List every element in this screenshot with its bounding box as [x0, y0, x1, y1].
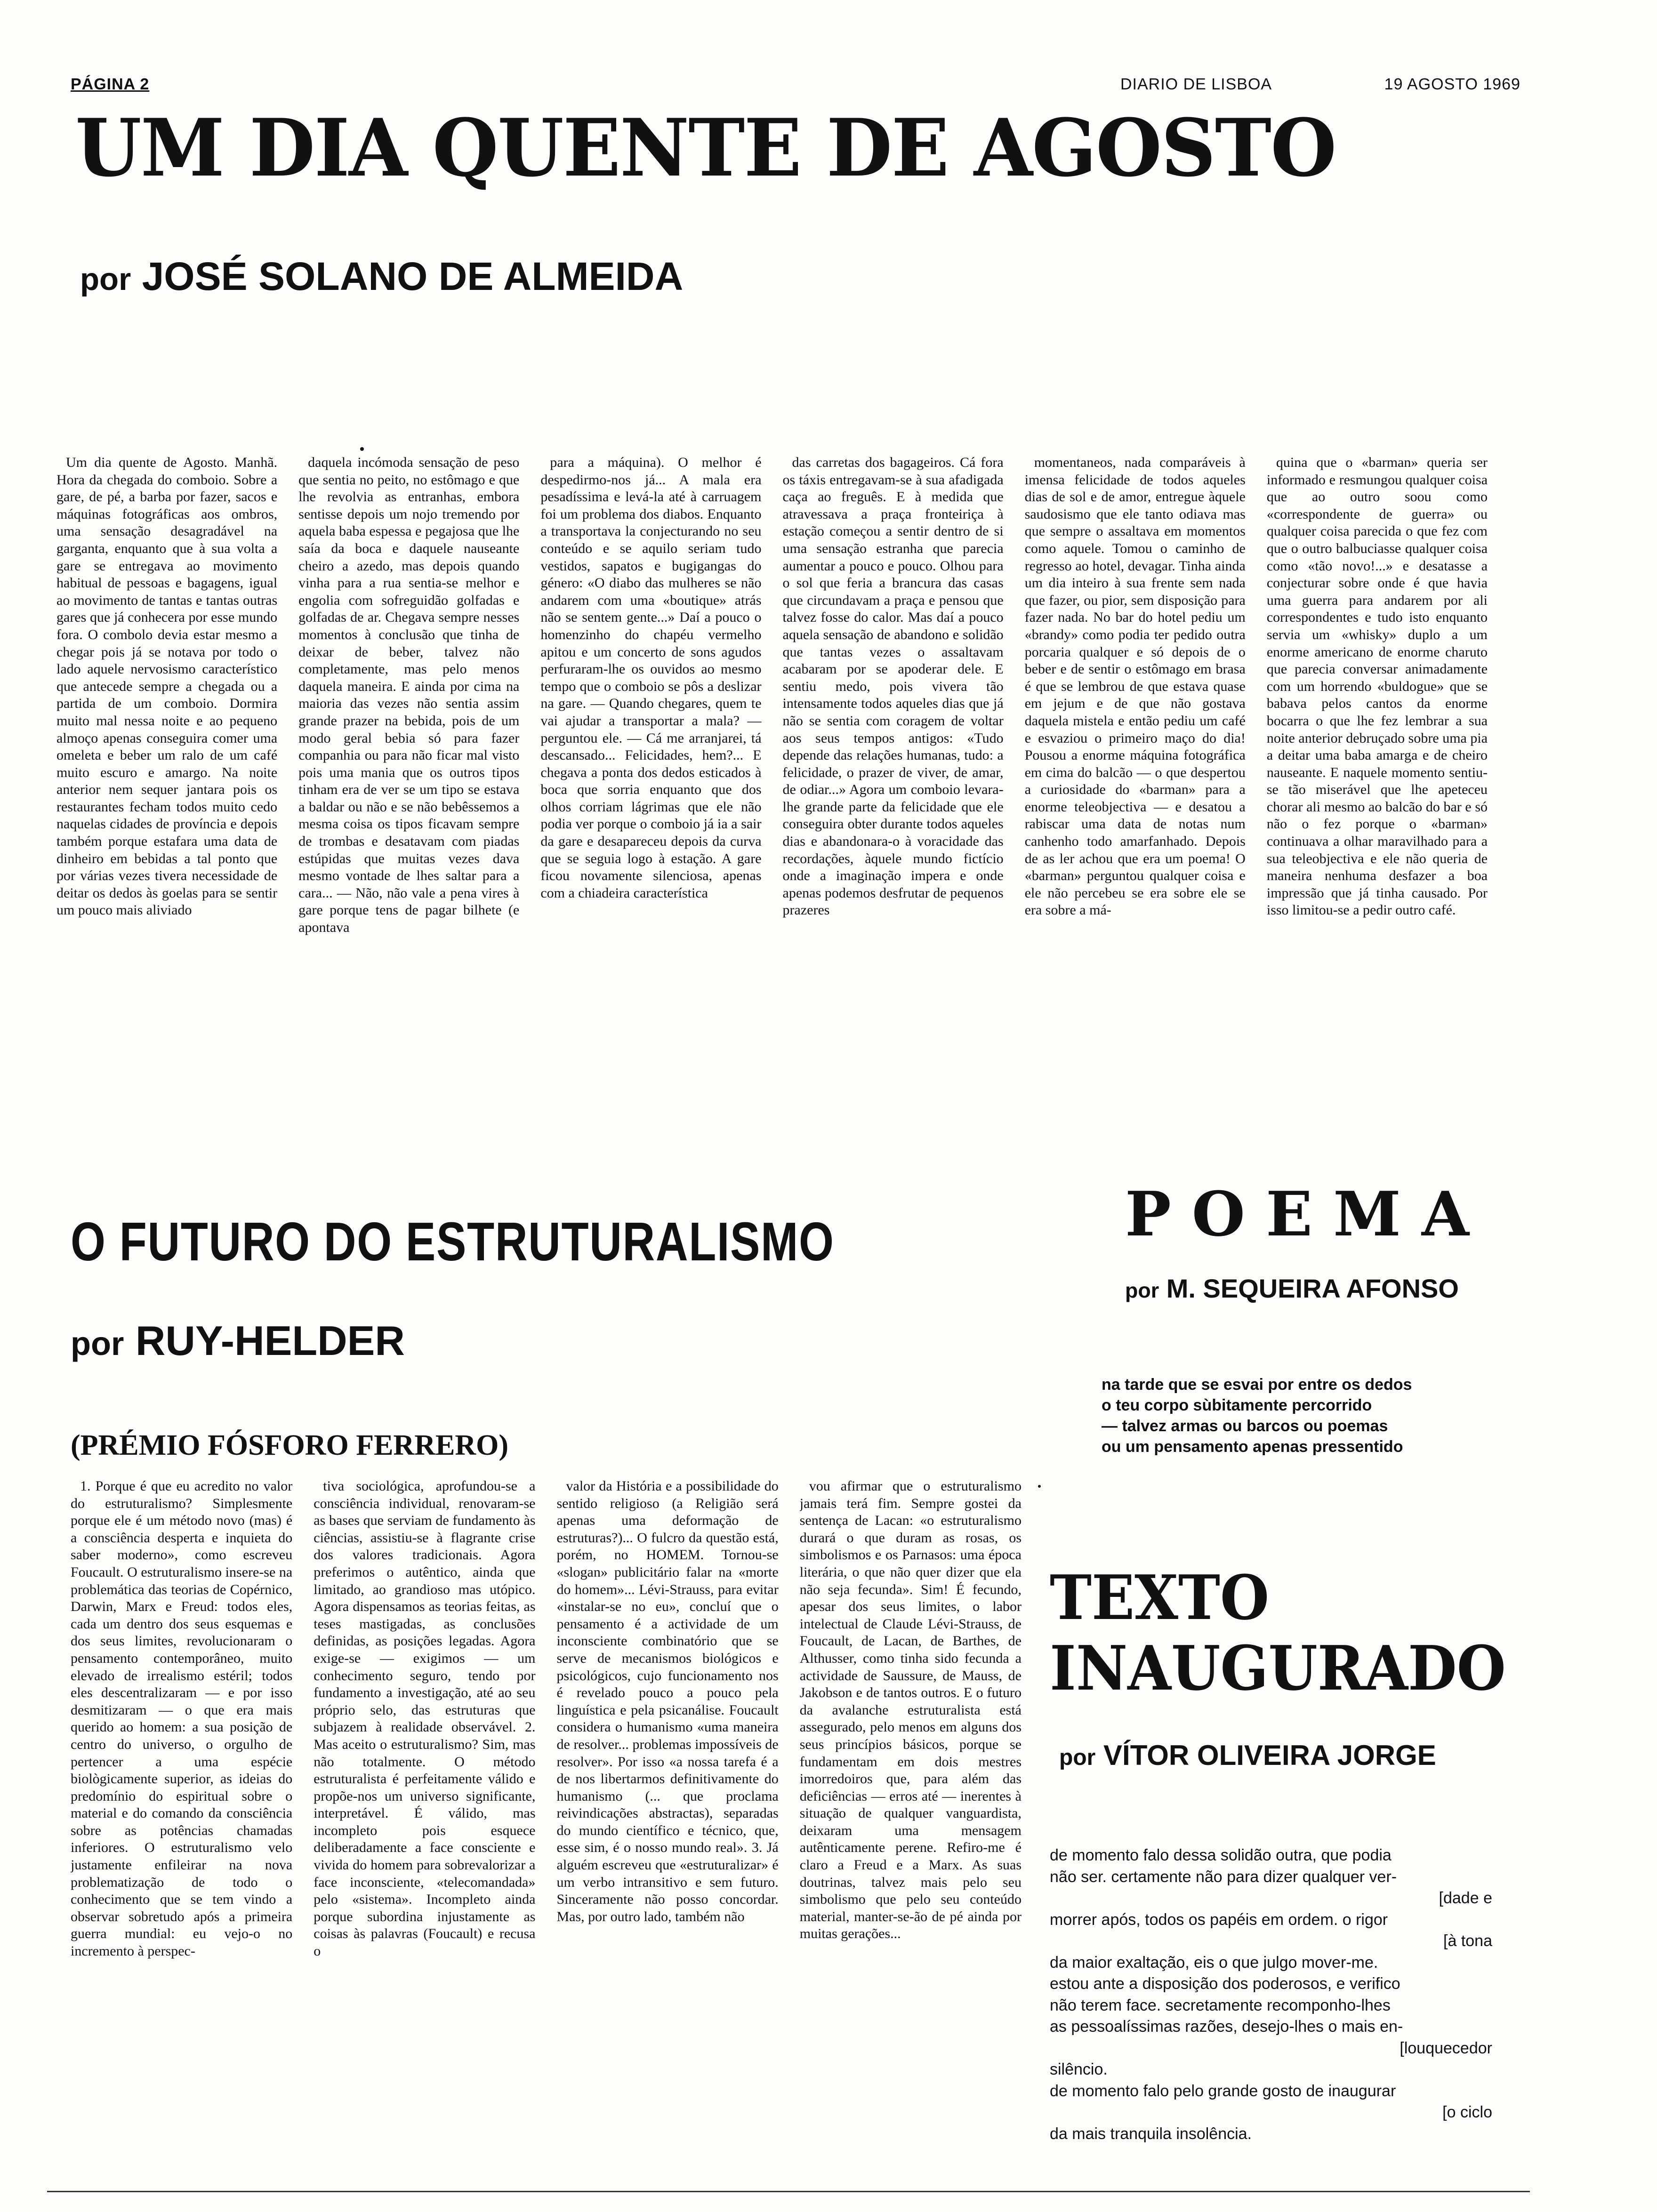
texto-title-line: TEXTO — [1050, 1562, 1270, 1634]
article-1-author: JOSÉ SOLANO DE ALMEIDA — [142, 254, 684, 298]
texto-line: de momento falo dessa solidão outra, que podia — [1050, 1846, 1392, 1864]
paragraph: daquela incómoda sensação de peso que sentia no peito, no estômago e que lhe revolvia as entranhas, embora sentisse depois um nojo tremendo por aquela baba espessa e pegajosa que lhe saía da boca e daquele nauseante cheiro a azedo, mas depois quando vinha para a rua sentia-se melhor e engolia com sofreguidão golfadas e golfadas de ar. Chegava sempre nesses momentos à conclusão que tinha de deixar de beber, talvez não completamente, mas pelo menos daquela maneira. E ainda por cima na maioria das vezes não sentia assim grande prazer na bebida, pois de um modo geral bebia só para fazer companhia ou para não ficar mal visto pois uma mania que os outros tipos tinham era de ver se um tipo se estava a baldar ou não e se não bebêssemos a mesma coisa os tipos ficavam sempre de trombas e desatavam com piadas estúpidas que muitas vezes dava mesmo vontade de lhes saltar para a cara... — Não, não vale a pena vires à gare porque tens de pagar bilhete (e apontava — [298, 455, 520, 936]
texto-title — [1050, 1563, 1506, 1704]
article-2-title: O FUTURO DO ESTRUTURALISMO — [71, 1211, 835, 1272]
texto-line: estou ante a disposição dos poderosos, e verifico — [1050, 1975, 1400, 1993]
article-1-column — [1267, 454, 1488, 1259]
article-2-column — [557, 1478, 779, 2179]
texto-line: da mais tranquila insolência. — [1050, 2124, 1252, 2143]
byline-prefix: por — [71, 1325, 124, 1362]
poem-line: — talvez armas ou barcos ou poemas — [1102, 1417, 1388, 1435]
texto-line: as pessoalíssimas razões, desejo-lhes o mais en- — [1050, 2018, 1403, 2036]
page-number: PÁGINA 2 — [71, 75, 150, 93]
paragraph: quina que o «barman» queria ser informado e resmungou qualquer coisa que ao outro soou como «correspondente de guerra» ou qualquer coisa parecida o que fez com que o outro balbuciasse qualquer coisa como «tão novo!...» e desatasse a conjecturar sobre onde é que havia uma guerra para andarem por ali correspondentes e tudo isto enquanto servia um «whisky» duplo a um enorme americano de enorme charuto que parecia conversar animadamente com um horrendo «buldogue» que se babava pelos cantos da enorme bocarra o que lhe fez lembrar a sua noite anterior debruçado sobre uma pia a deitar uma baba amarga e de cheiro nauseante. E naquele momento sentiu-se tão miserável que lhe apeteceu chorar ali mesmo ao balcão do bar e só não o fez porque o «barman» continuava a olhar maravilhado para a sua teleobjectiva e ele não queria de maneira nenhuma desfazer a boa impressão que já tinha causado. Por isso limitou-se a pedir outro café. — [1266, 455, 1488, 918]
article-1-column — [540, 454, 761, 1259]
article-2-subtitle: (PRÉMIO FÓSFORO FERRERO) — [71, 1429, 508, 1461]
bottom-rule — [47, 2191, 1530, 2192]
article-1-column — [783, 454, 1004, 1259]
issue-date: 19 AGOSTO 1969 — [1384, 75, 1520, 93]
texto-author: VÍTOR OLIVEIRA JORGE — [1103, 1739, 1436, 1771]
article-2-column — [314, 1478, 535, 2179]
paragraph: para a máquina). O melhor é despedirmo-nos já... A mala era pesadíssima e levá-la até à carruagem foi um problema dos diabos. Enquanto a transportava la conjecturando no seu conteúdo e se aquilo seriam tudo vestidos, sapatos e bugigangas do género: «O diabo das mulheres se não andarem com uma «boutique» atrás não se sentem gente...» Daí a pouco o homenzinho do chapéu vermelho apitou e um concerto de sons agudos perfuraram-lhe os ouvidos ao mesmo tempo que o comboio se pôs a deslizar na gare. — Quando chegares, quem te vai ajudar a transportar a mala? — perguntou ele. — Cá me arranjarei, tá descansado... Felicidades, hem?... E chegava a ponta dos dedos esticados à boca que sorria enquanto que dos olhos corriam lágrimas que ele não podia ver porque o comboio já ia a sair da gare e desapareceu depois da curva que se seguia logo à estação. A gare ficou novamente silenciosa, apenas com a chiadeira característica — [540, 455, 762, 901]
poem-author: M. SEQUEIRA AFONSO — [1166, 1274, 1459, 1303]
article-2-column — [800, 1478, 1022, 2179]
paragraph: das carretas dos bagageiros. Cá fora os táxis entregavam-se à sua afadigada caça ao freguês. E à medida que atravessava a praça fronteiriça à estação começou a sentir dentro de si uma sensação estranha que parecia aumentar a pouco e pouco. Olhou para o sol que feria a brancura das casas que circundavam a praça e pensou que talvez fosse do calor. Mas daí a pouco aquela sensação de abandono e solidão que tantas vezes o assaltavam acabaram por se apoderar dele. E sentiu medo, pois vivera tão intensamente todos aqueles dias que já não se sentia com coragem de voltar aos seus tempos antigos: «Tudo depende das relações humanas, tudo: a felicidade, o prazer de viver, de amar, de odiar...» Agora um comboio levara-lhe grande parte da felicidade que ele conseguira obter durante todos aqueles dias e abandonara-o à voracidade das recordações, àquele mundo fictício onde a imaginação impera e onde apenas podemos desfrutar de pequenos prazeres — [782, 455, 1004, 918]
paragraph: valor da História e a possibilidade do sentido religioso (a Religião será apenas uma deformação de estruturas?)... O fulcro da questão está, porém, no HOMEM. Tornou-se «slogan» publicitário falar na «morte do homem»... Lévi-Strauss, para evitar «instalar-se no eu», concluí que o pensamento é a actividade de um inconsciente combinatório que se serve de mecanismos biológicos e psicológicos, cujo funcionamento nos é revelado pouco a pouco pela linguística e pela psicanálise. Foucault considera o humanismo «uma maneira de resolver... problemas impossíveis de resolver». Por isso «a nossa tarefa é a de nos libertarmos definitivamente do humanismo (... que proclama reivindicações abstractas), separadas do mundo científico e técnico, que, esse sim, é o nosso mundo real». 3. Já alguém escreveu que «estruturalizar» é um verbo intransitivo e sem futuro. Sinceramente não posso concordar. Mas, por outro lado, também não — [556, 1478, 779, 1924]
texto-line: da maior exaltação, eis o que julgo mover-me. — [1050, 1953, 1378, 1972]
texto-line: [dade e — [1439, 1889, 1492, 1907]
texto-byline — [1059, 1741, 1436, 1770]
article-2-body — [71, 1478, 1022, 2179]
ornament-dot — [360, 447, 364, 451]
texto-line: não ser. certamente não para dizer qualquer ver- — [1050, 1867, 1397, 1886]
paragraph: vou afirmar que o estruturalismo jamais terá fim. Sempre gostei da sentença de Lacan: «o estruturalismo durará o que duram as rosas, os simbolismos e os Parnasos: uma época literária, o que não quer dizer que ela não seja fecunda». Sim! É fecundo, apesar dos seus limites, o labor intelectual de Claude Lévi-Strauss, de Foucault, de Lacan, de Barthes, de Althusser, como tinha sido fecunda a actividade de Saussure, de Mauss, de Jakobson e de tantos outros. E o futuro da avalanche estruturalista está assegurado, pelo menos em alguns dos seus princípios básicos, porque se fundamentam em dois mestres imorredoiros que, para além das deficiências — erros até — inerentes à situação de qualquer vanguardista, deixaram uma mensagem autênticamente perene. Refiro-me é claro a Freud e a Marx. As suas doutrinas, talvez mais pelo seu simbolismo que pelo seu conteúdo material, manter-se-ão de pé ainda por muitas gerações... — [799, 1478, 1022, 1942]
newspaper-name: DIARIO DE LISBOA — [1120, 75, 1272, 93]
paragraph: momentaneos, nada comparáveis à imensa felicidade de todos aqueles dias de sol e de amor, entregue àquele saudosismo que ele tanto odiava mas que sempre o assaltava em momentos como aquele. Tomou o caminho de regresso ao hotel, devagar. Tinha ainda um dia inteiro à sua frente sem nada que fazer, ou pior, sem disposição para fazer nada. No bar do hotel pediu um «brandy» como podia ter pedido outra porcaria qualquer e só depois de o beber e de sentir o estômago em brasa é que se lembrou de que estava quase em jejum e de que não gostava daquela mistela e então pediu um café e esvaziou o primeiro maço do dia! Pousou a enorme máquina fotográfica em cima do balcão — o que despertou a curiosidade do «barman» para a enorme teleobjectiva — e desatou a rabiscar uma data de notas num canhenho todo amarfanhado. Depois de as ler achou que era um poema! O «barman» perguntou qualquer coisa e ele não percebeu se era sobre ele se era sobre a má- — [1024, 455, 1246, 918]
texto-line: de momento falo pelo grande gosto de inaugurar — [1050, 2082, 1396, 2100]
texto-title-line: INAUGURADO — [1050, 1632, 1506, 1704]
article-1-column — [298, 454, 519, 1259]
article-1-title: UM DIA QUENTE DE AGOSTO — [75, 101, 1336, 194]
article-1-column — [56, 454, 277, 1259]
poem-line: na tarde que se esvai por entre os dedos — [1102, 1376, 1412, 1394]
article-2-column — [71, 1478, 292, 2179]
paragraph: 1. Porque é que eu acredito no valor do estruturalismo? Simplesmente porque ele é um método novo (mas) é a consciência desperta e inquieta do saber moderno», como escreveu Foucault. O estruturalismo insere-se na problemática das teorias de Copérnico, Darwin, Marx e Freud: todos eles, cada um dentro dos seus esquemas e dos seus limites, revolucionaram o pensamento contemporâneo, muito elevado de irrealismo estéril; todos eles descentralizaram — e por isso desmitizaram — o que era mais querido ao homem: a sua posição de centro do universo, o orgulho de pertencer a uma espécie biològicamente superior, as ideias do predomínio do espiritual sobre o material e do comando da consciência sobre as potências chamadas inferiores. O estruturalismo velo justamente enfileirar na nova problematização de todo o conhecimento que se tem vindo a observar sobretudo após a primeira guerra mundial: eu vejo-o no incremento à perspec- — [71, 1478, 293, 1959]
byline-prefix: por — [1059, 1745, 1096, 1770]
texto-line: morrer após, todos os papéis em ordem. o rigor — [1050, 1910, 1388, 1929]
texto-line: não terem face. secretamente recomponho-lhes — [1050, 1996, 1391, 2014]
poem-verses — [1102, 1374, 1412, 1457]
texto-body — [1050, 1845, 1492, 2145]
poem-title: POEMA — [1125, 1178, 1490, 1250]
poem-line: ou um pensamento apenas pressentido — [1102, 1438, 1403, 1456]
texto-line: [o ciclo — [1442, 2103, 1492, 2121]
article-2-author: RUY-HELDER — [135, 1317, 405, 1364]
paragraph: Um dia quente de Agosto. Manhã. Hora da chegada do comboio. Sobre a gare, de pé, a barba por fazer, sacos e máquinas fotográficas aos ombros, uma sensação desagradável na garganta, enquanto que à sua volta a gare se entregava ao movimento habitual de pessoas e bagagens, igual ao movimento de tantas e tantas outras gares que já conhecera por esse mundo fora. O combolo devia estar mesmo a chegar pois já se notava por todo o lado aquele nervosismo característico que antecede sempre a chegada ou a partida de um comboio. Dormira muito mal nessa noite e ao pequeno almoço apenas conseguira comer uma omeleta e beber um ralo de um café muito escuro e amargo. Na noite anterior nem sequer jantara pois os restaurantes fecham todos muito cedo naquelas cidades de província e depois também porque estafara uma data de dinheiro em bebidas a tal ponto que por várias vezes tivera necessidade de deitar os dedos às goelas para se sentir um pouco mais aliviado — [56, 455, 278, 918]
texto-line: [louquecedor — [1400, 2039, 1492, 2057]
texto-line: [à tona — [1443, 1932, 1492, 1950]
article-2-byline — [71, 1317, 405, 1364]
poem-line: o teu corpo sùbitamente percorrido — [1102, 1396, 1372, 1414]
poem-byline — [1125, 1275, 1459, 1302]
page-header — [71, 71, 1520, 99]
article-1-byline — [80, 256, 683, 296]
paragraph: tiva sociológica, aprofundou-se a consciência individual, renovaram-se as bases que serviam de fundamento às ciências, assistiu-se à flagrante crise dos valores tradicionais. Agora preferimos o autêntico, ainda que limitado, ao grandioso mas utópico. Agora dispensamos as teorias feitas, as teses mastigadas, as conclusões definidas, as posições legadas. Agora exige-se — exigimos — um conhecimento seguro, tendo por fundamento a investigação, até ao seu próprio selo, das estruturas que subjazem à realidade observável. 2. Mas aceito o estruturalismo? Sim, mas não totalmente. O método estruturalista é perfeitamente válido e propõe-nos um universo significante, interpretável. É válido, mas incompleto pois esquece deliberadamente a face consciente e vivida do homem para sobrevalorizar a face inconsciente, «telecomandada» pelo «sistema». Incompleto ainda porque subordina injustamente as coisas às palavras (Foucault) e recusa o — [314, 1478, 536, 1959]
byline-prefix: por — [1125, 1279, 1159, 1302]
byline-prefix: por — [80, 262, 131, 297]
texto-line: silêncio. — [1050, 2060, 1108, 2078]
ornament-dot — [1038, 1485, 1041, 1488]
article-1-body — [56, 454, 1488, 1259]
article-1-column — [1025, 454, 1246, 1259]
